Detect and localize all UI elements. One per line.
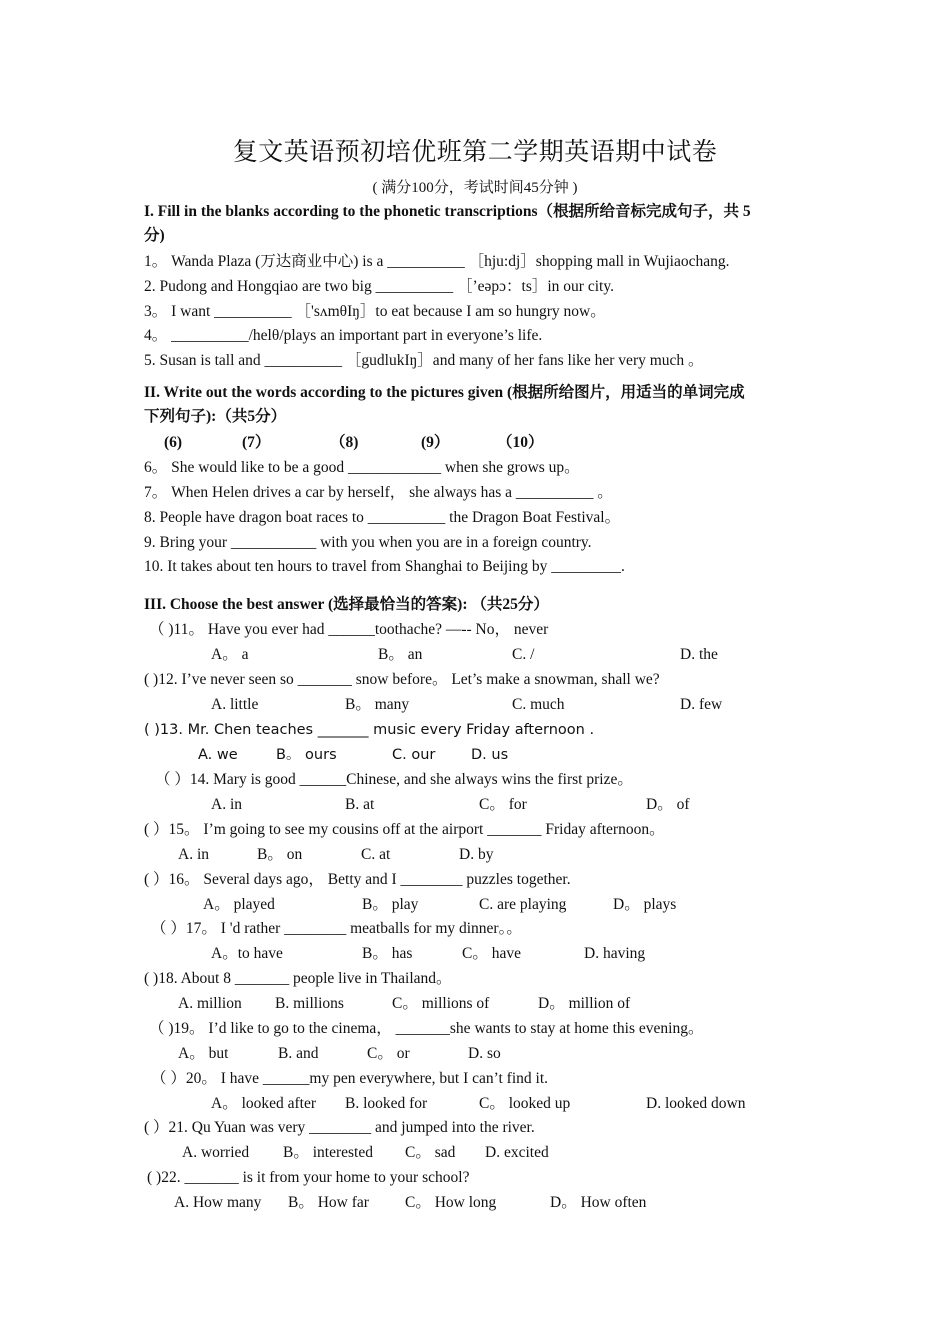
question-9: 9. Bring your ___________ with you when you are in a foreign country. [144, 534, 592, 551]
question-10: 10. It takes about ten hours to travel from Shanghai to Beijing by _________. [144, 558, 625, 575]
q11-option-d: D. the [680, 646, 718, 663]
question-12: ( )12. I’ve never seen so _______ snow before。 Let’s make a snowman, shall we? [144, 671, 660, 688]
question-1: 1。 Wanda Plaza (万达商业中心) is a __________ ［hju:dj］shopping mall in Wujiaochang. [144, 253, 730, 270]
q17-option-c: C。 have [462, 945, 521, 962]
q20-option-b: B. looked for [345, 1095, 428, 1112]
exam-subtitle: ( 满分100分，考试时间45分钟 ) [372, 180, 578, 196]
question-4: 4。 __________/helθ/plays an important part in everyone’s life. [144, 327, 543, 344]
exam-title: 复文英语预初培优班第二学期英语期中试卷 [232, 137, 718, 166]
q19-option-d: D. so [468, 1045, 501, 1062]
q18-option-b: B. millions [275, 995, 344, 1012]
question-18: ( )18. About 8 _______ people live in Thailand。 [144, 970, 452, 987]
q18-option-c: C。 millions of [392, 995, 490, 1012]
q12-option-b: B。 many [345, 696, 410, 713]
q17-option-b: B。 has [362, 945, 413, 962]
q19-option-c: C。 or [367, 1045, 410, 1062]
q20-option-a: A。 looked after [211, 1095, 317, 1112]
q17-option-a: A。to have [211, 945, 283, 962]
picture-label-9: (9） [421, 434, 450, 451]
q13-option-c: C. our [392, 747, 436, 763]
q21-option-b: B。 interested [283, 1144, 373, 1161]
q15-option-d: D. by [459, 846, 494, 863]
section3-heading: III. Choose the best answer (选择最恰当的答案): （共25分） [144, 596, 549, 613]
question-3: 3。 I want __________ ［'sʌmθIŋ］to eat because I am so hungry now。 [144, 303, 606, 320]
q15-option-a: A. in [178, 846, 209, 863]
q14-option-d: D。 of [646, 796, 690, 813]
section1-heading: I. Fill in the blanks according to the phonetic transcriptions（根据所给音标完成句子，共 5 [144, 203, 751, 220]
q18-option-d: D。 million of [538, 995, 631, 1012]
q13-option-a: A. we [198, 747, 238, 763]
question-13: ( )13. Mr. Chen teaches _______ music every Friday afternoon . [144, 722, 595, 738]
q19-option-a: A。 but [178, 1045, 229, 1062]
q14-option-c: C。 for [479, 796, 527, 813]
q22-option-b: B。 How far [288, 1194, 369, 1211]
q21-option-c: C。 sad [405, 1144, 456, 1161]
section2-heading: II. Write out the words according to the pictures given (根据所给图片，用适当的单词完成 [144, 384, 745, 401]
picture-label-8: （8) [330, 434, 359, 451]
q16-option-d: D。 plays [613, 896, 677, 913]
q14-option-b: B. at [345, 796, 375, 813]
q19-option-b: B. and [278, 1045, 319, 1062]
q21-option-d: D. excited [485, 1144, 549, 1161]
q11-option-a: A。 a [211, 646, 249, 663]
picture-label-6: (6) [164, 434, 183, 451]
q15-option-b: B。 on [257, 846, 303, 863]
q14-option-a: A. in [211, 796, 242, 813]
q18-option-a: A. million [178, 995, 242, 1012]
q16-option-c: C. are playing [479, 896, 567, 913]
q21-option-a: A. worried [182, 1144, 250, 1161]
q22-option-a: A. How many [174, 1194, 262, 1211]
q12-option-d: D. few [680, 696, 723, 713]
question-6: 6。 She would like to be a good ____________ when she grows up。 [144, 459, 580, 476]
section1-heading-cont: 分) [144, 227, 165, 244]
question-5: 5. Susan is tall and __________ ［gudlukIŋ］and many of her fans like her very much 。 [144, 352, 704, 369]
q16-option-b: B。 play [362, 896, 419, 913]
question-19: （ )19。 I’d like to go to the cinema， _______she wants to stay at home this evening。 [149, 1020, 704, 1037]
q22-option-d: D。 How often [550, 1194, 647, 1211]
question-21: ( ）21. Qu Yuan was very ________ and jumped into the river. [144, 1119, 535, 1136]
q17-option-d: D. having [584, 945, 646, 962]
q20-option-d: D. looked down [646, 1095, 746, 1112]
picture-label-10: （10） [497, 434, 544, 451]
q13-option-d: D. us [471, 747, 509, 763]
question-20: （ ）20。 I have ______my pen everywhere, but I can’t find it. [151, 1070, 549, 1087]
picture-label-7: (7） [242, 434, 271, 451]
section2-heading-cont: 下列句子):（共5分） [144, 408, 287, 425]
q12-option-a: A. little [211, 696, 259, 713]
q11-option-b: B。 an [378, 646, 423, 663]
question-8: 8. People have dragon boat races to __________ the Dragon Boat Festival。 [144, 509, 621, 526]
q12-option-c: C. much [512, 696, 565, 713]
q20-option-c: C。 looked up [479, 1095, 571, 1112]
q13-option-b: B。 ours [276, 747, 337, 763]
question-17: （ ）17。 I 'd rather ________ meatballs for my dinner。。 [151, 920, 522, 937]
q22-option-c: C。 How long [405, 1194, 497, 1211]
question-15: ( ）15。 I’m going to see my cousins off at the airport _______ Friday afternoon。 [144, 821, 665, 838]
q16-option-a: A。 played [203, 896, 275, 913]
question-7: 7。 When Helen drives a car by herself， she always has a __________ 。 [144, 484, 613, 501]
q11-option-c: C. / [512, 646, 535, 663]
question-22: ( )22. _______ is it from your home to your school? [147, 1169, 470, 1186]
q15-option-c: C. at [361, 846, 391, 863]
question-11: （ )11。 Have you ever had ______toothache? —-- No， never [149, 621, 549, 638]
question-2: 2. Pudong and Hongqiao are two big __________ ［’eəpɔ：ts］in our city. [144, 278, 614, 295]
question-16: ( ）16。 Several days ago， Betty and I ________ puzzles together. [144, 871, 571, 888]
question-14: （ ）14. Mary is good ______Chinese, and she always wins the first prize。 [155, 771, 633, 788]
